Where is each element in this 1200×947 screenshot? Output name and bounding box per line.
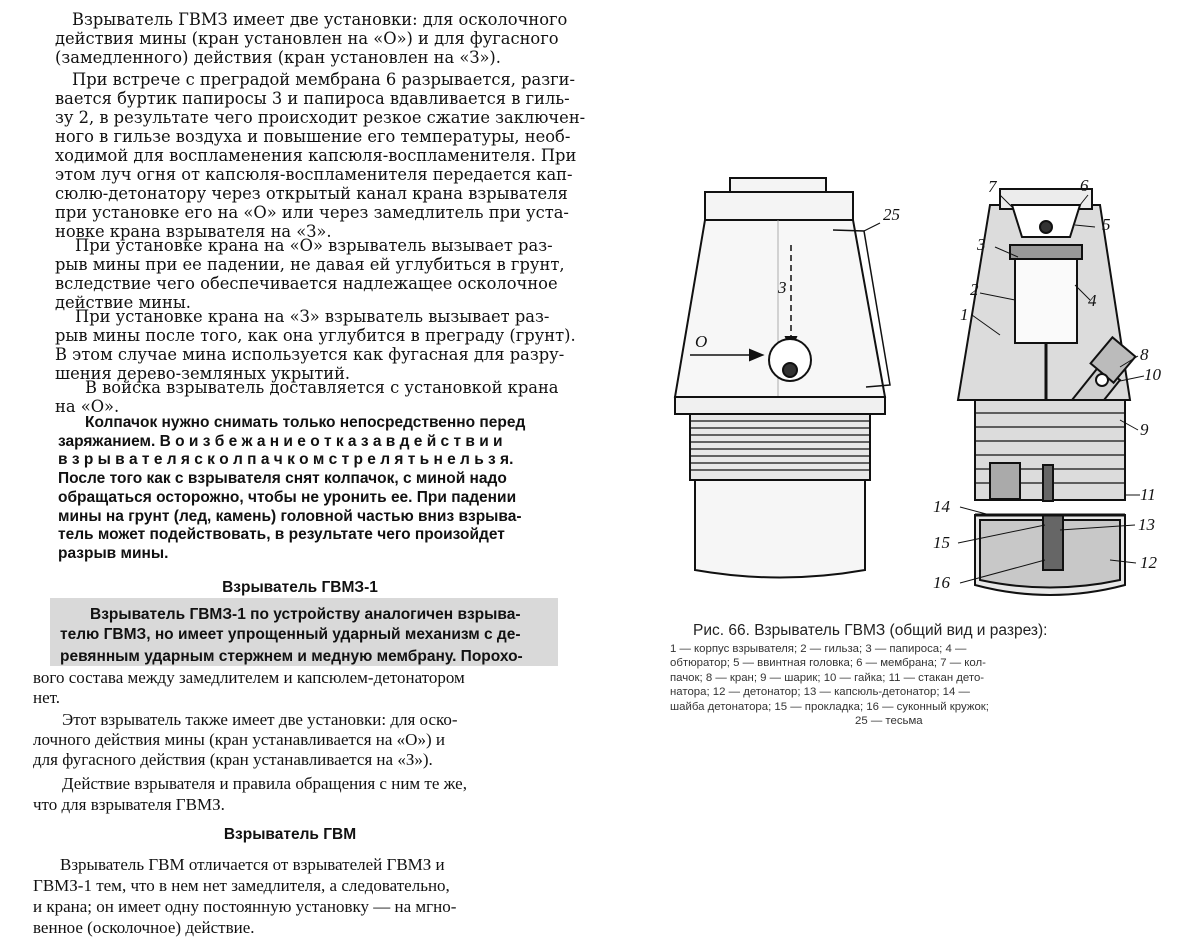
figure-caption-title: Рис. 66. Взрыватель ГВМЗ (общий вид и разрез): [693,622,1048,639]
text-line: обращаться осторожно, чтобы не уронить ее. При падении [58,488,517,506]
text-line: ходимой для воспламенения капсюля-воспламенителя. При [55,146,577,165]
label-11: 11 [1140,485,1156,504]
label-6: 6 [1080,176,1089,195]
label-o-arrow: О [695,332,708,351]
fuze-figure [650,175,1170,615]
text-line: нет. [33,688,61,707]
right-figure-column [600,0,1200,947]
text-line: Колпачок нужно снимать только непосредственно перед [85,414,526,431]
text-line: ГВМЗ-1 тем, что в нем нет замедлителя, а следовательно, [33,876,450,895]
text-line: После того как с взрывателя снят колпачок, с миной надо [58,470,507,488]
label-5: 5 [1102,215,1111,234]
text-line: телю ГВМЗ, но имеет упрощенный ударный механизм с де- [60,626,521,643]
text-line: тель может подействовать, в результате чего произойдет [58,526,505,544]
text-line: действия мины (кран установлен на «О») и для фугасного [55,29,559,48]
text-line: ревянным ударным стержнем и медную мембрану. Порохо- [60,648,523,665]
fuze-general-view [675,178,890,578]
text-line: рыв мины при ее падении, не давая ей углубиться в грунт, [55,255,565,274]
text-line: этом луч огня от капсюля-воспламенителя передается кап- [55,165,573,184]
text-line: Этот взрыватель также имеет две установки: для оско- [62,710,458,729]
legend-line: 25 — тесьма [855,715,923,728]
label-16: 16 [933,573,950,592]
legend-line: обтюратор; 5 — ввинтная головка; 6 — мембрана; 7 — кол- [670,657,986,670]
text-line: рыв мины после того, как она углубится в преграду (грунт). [55,326,576,345]
text-line: для фугасного действия (кран устанавливается на «З»). [33,750,433,769]
label-7: 7 [988,177,997,196]
text-line: мины на грунт (лед, камень) головной частью вниз взрыва- [58,507,522,525]
text-line: Взрыватель ГВМ отличается от взрывателей ГВМЗ и [60,855,445,874]
text-line: разрыв мины. [58,544,169,562]
legend-line: шайба детонатора; 15 — прокладка; 16 — суконный кружок; [670,700,989,713]
label-3: 3 [977,235,986,254]
figure-legend [670,642,1132,728]
text-line: зу 2, в результате чего происходит резкое сжатие заключен- [55,108,586,127]
text-line: При установке крана на «О» взрыватель вызывает раз- [75,236,553,255]
text-line: При встрече с преградой мембрана 6 разрывается, разги- [72,70,575,89]
text-line: новке крана взрывателя на «З». [55,222,332,241]
text-line: лочного действия мины (кран устанавливается на «О») и [33,730,445,749]
text-line: В войска взрыватель доставляется с установкой крана [85,378,559,397]
fuze-cross-section [958,189,1144,595]
label-4: 4 [1088,291,1097,310]
label-1: 1 [960,305,969,324]
text-line: что для взрывателя ГВМЗ. [33,795,225,814]
text-line: ного в гильзе воздуха и повышение его температуры, необ- [55,127,571,146]
text-line: Действие взрывателя и правила обращения с ним те же, [62,774,467,793]
text-line: сюлю-детонатору через открытый канал крана взрывателя [55,184,568,203]
text-line: действие мины. [55,293,191,312]
legend-line: пачок; 8 — кран; 9 — шарик; 10 — гайка; 11 — стакан дето- [670,671,985,684]
text-line: заряжанием. В о и з б е ж а н и е о т к а з а в д е й с т в и и [58,432,503,450]
text-line: В этом случае мина используется как фугасная для разру- [55,345,565,364]
text-line: в з р ы в а т е л я с к о л п а ч к о м с т р е л я т ь н е л ь з я. [58,451,514,469]
text-line: и крана; он имеет одну постоянную установку — на мгно- [33,897,457,916]
label-12: 12 [1140,553,1157,572]
text-line: вследствие чего обеспечивается надлежащее осколочное [55,274,558,293]
label-2: 2 [970,280,979,299]
text-line: при установке его на «О» или через замедлитель при уста- [55,203,569,222]
label-25: 25 [883,205,900,224]
label-14: 14 [933,497,950,516]
label-9: 9 [1140,420,1149,439]
text-line: Взрыватель ГВМЗ-1 по устройству аналогичен взрыва- [90,606,521,623]
text-line: вается буртик папиросы 3 и папироса вдавливается в гиль- [55,89,570,108]
legend-line: натора; 12 — детонатор; 13 — капсюль-детонатор; 14 — [670,686,970,699]
label-13: 13 [1138,515,1155,534]
text-line: шения дерево-земляных укрытий. [55,364,351,383]
text-line: (замедленного) действия (кран установлен на «З»). [55,48,501,67]
label-15: 15 [933,533,950,552]
legend-line: 1 — корпус взрывателя; 2 — гильза; 3 — папироса; 4 — [670,643,967,655]
section-heading-gvmz1: Взрыватель ГВМЗ-1 [222,579,378,596]
text-line: венное (осколочное) действие. [33,918,255,937]
label-10: 10 [1144,365,1161,384]
text-line: вого состава между замедлителем и капсюлем-детонатором [33,668,465,687]
section-heading-gvm: Взрыватель ГВМ [223,826,357,843]
text-line: на «О». [55,397,120,416]
text-line: При установке крана на «З» взрыватель вызывает раз- [75,307,550,326]
label-8: 8 [1140,345,1149,364]
text-line: Взрыватель ГВМЗ имеет две установки: для осколочного [72,10,568,29]
label-3-arrow: 3 [778,278,787,297]
